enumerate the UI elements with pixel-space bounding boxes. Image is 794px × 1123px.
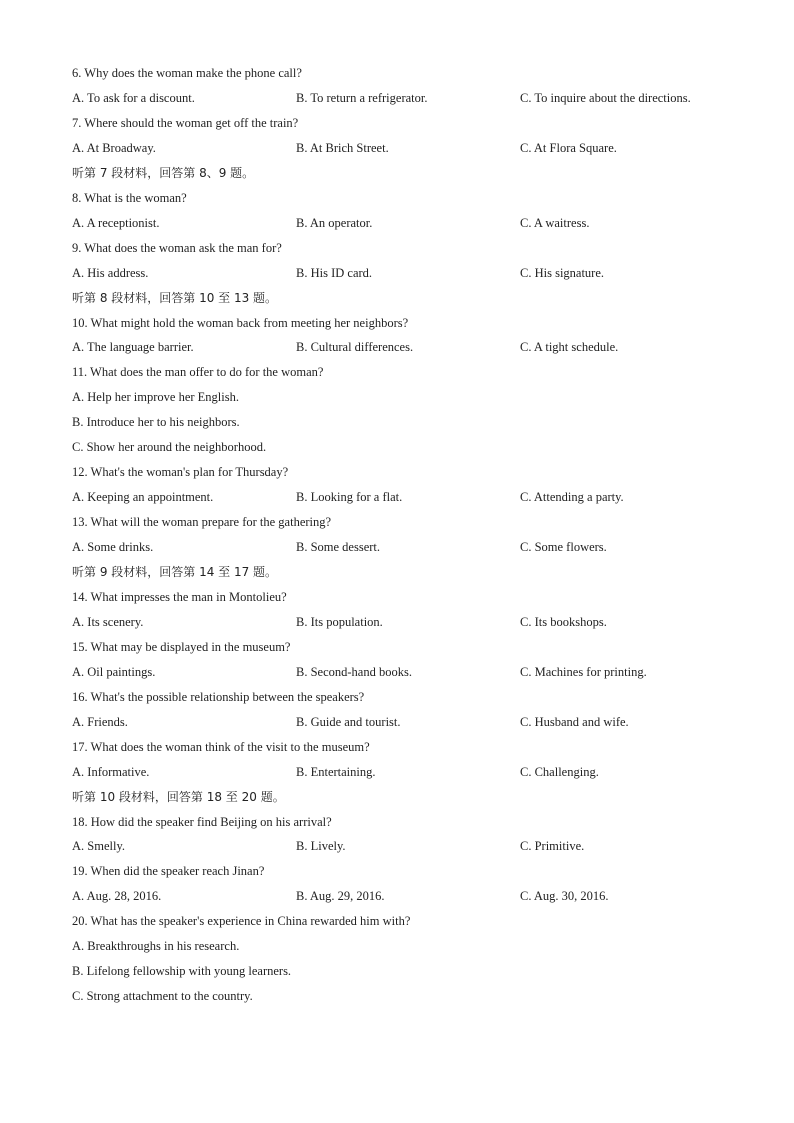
question-line: 9. What does the woman ask the man for? — [72, 240, 282, 255]
question-line: B. Introduce her to his neighbors. — [72, 415, 240, 430]
option-c: C. Primitive. — [520, 839, 585, 854]
question-line: C. Strong attachment to the country. — [72, 989, 253, 1004]
question-line: 13. What will the woman prepare for the gathering? — [72, 515, 332, 530]
option-c: C. Some flowers. — [520, 540, 607, 554]
options-row — [72, 337, 752, 357]
question-line: 14. What impresses the man in Montolieu? — [72, 589, 287, 604]
question-line: 18. How did the speaker find Beijing on his arrival? — [72, 814, 332, 829]
option-a: A. Oil paintings. — [72, 664, 156, 679]
options-row — [72, 487, 752, 507]
options-row — [72, 88, 752, 108]
question-line: 19. When did the speaker reach Jinan? — [72, 864, 265, 879]
question-line: 20. What has the speaker's experience in China rewarded him with? — [72, 914, 411, 929]
options-row — [72, 762, 752, 782]
options-row — [72, 886, 752, 906]
option-c: C. Machines for printing. — [520, 664, 647, 679]
option-b: B. Second-hand books. — [296, 664, 412, 679]
option-a: A. A receptionist. — [72, 215, 160, 230]
option-a: A. Keeping an appointment. — [72, 490, 214, 505]
option-c: C. Husband and wife. — [520, 714, 629, 729]
option-a: A. Aug. 28, 2016. — [72, 889, 162, 904]
options-row — [72, 662, 752, 682]
options-row — [72, 213, 752, 233]
option-b: B. To return a refrigerator. — [296, 91, 428, 105]
option-c: C. A waitress. — [520, 215, 590, 230]
question-line: 16. What's the possible relationship between the speakers? — [72, 689, 365, 704]
question-line: 15. What may be displayed in the museum? — [72, 639, 291, 654]
option-c: C. Aug. 30, 2016. — [520, 889, 609, 904]
question-line: 10. What might hold the woman back from meeting her neighbors? — [72, 315, 409, 330]
option-c: C. Its bookshops. — [520, 614, 607, 629]
option-b: B. Aug. 29, 2016. — [296, 889, 385, 904]
options-row — [72, 138, 752, 158]
question-line: 12. What's the woman's plan for Thursday? — [72, 465, 289, 480]
question-line: 8. What is the woman? — [72, 190, 187, 205]
section-instruction: 听第 10 段材料，回答第 18 至 20 题。 — [72, 789, 285, 804]
options-row — [72, 263, 752, 283]
question-line: A. Help her improve her English. — [72, 390, 239, 405]
option-b: B. Looking for a flat. — [296, 490, 403, 505]
section-instruction: 听第 9 段材料，回答第 14 至 17 题。 — [72, 565, 278, 579]
option-c: C. Challenging. — [520, 764, 599, 779]
option-a: A. The language barrier. — [72, 340, 194, 355]
option-a: A. To ask for a discount. — [72, 91, 195, 105]
option-b: B. Guide and tourist. — [296, 714, 401, 729]
section-instruction: 听第 8 段材料，回答第 10 至 13 题。 — [72, 290, 278, 305]
option-c: C. A tight schedule. — [520, 340, 619, 355]
option-a: A. Smelly. — [72, 839, 126, 854]
option-c: C. Attending a party. — [520, 490, 624, 505]
options-row — [72, 537, 752, 557]
option-b: B. Entertaining. — [296, 764, 376, 779]
option-a: A. Its scenery. — [72, 614, 144, 629]
option-b: B. An operator. — [296, 215, 373, 230]
question-line: A. Breakthroughs in his research. — [72, 939, 240, 954]
question-line: 6. Why does the woman make the phone call? — [72, 66, 302, 80]
option-b: B. Some dessert. — [296, 540, 381, 554]
question-line: B. Lifelong fellowship with young learners. — [72, 964, 292, 979]
options-row — [72, 836, 752, 856]
section-instruction: 听第 7 段材料，回答第 8、9 题。 — [72, 165, 255, 180]
options-row — [72, 612, 752, 632]
options-row — [72, 712, 752, 732]
question-line: 11. What does the man offer to do for the woman? — [72, 365, 324, 380]
option-b: B. Cultural differences. — [296, 340, 414, 355]
option-c: C. To inquire about the directions. — [520, 91, 691, 105]
option-b: B. Lively. — [296, 839, 346, 854]
option-b: B. His ID card. — [296, 265, 373, 280]
option-c: C. At Flora Square. — [520, 140, 617, 155]
option-b: B. At Brich Street. — [296, 140, 389, 155]
option-a: A. Informative. — [72, 764, 150, 779]
question-line: 7. Where should the woman get off the train? — [72, 115, 299, 130]
question-line: C. Show her around the neighborhood. — [72, 440, 267, 455]
question-line: 17. What does the woman think of the visit to the museum? — [72, 739, 370, 754]
option-a: A. His address. — [72, 265, 149, 280]
option-a: A. Friends. — [72, 714, 128, 729]
option-a: A. Some drinks. — [72, 540, 154, 554]
option-b: B. Its population. — [296, 614, 383, 629]
option-a: A. At Broadway. — [72, 140, 156, 155]
option-c: C. His signature. — [520, 265, 605, 280]
